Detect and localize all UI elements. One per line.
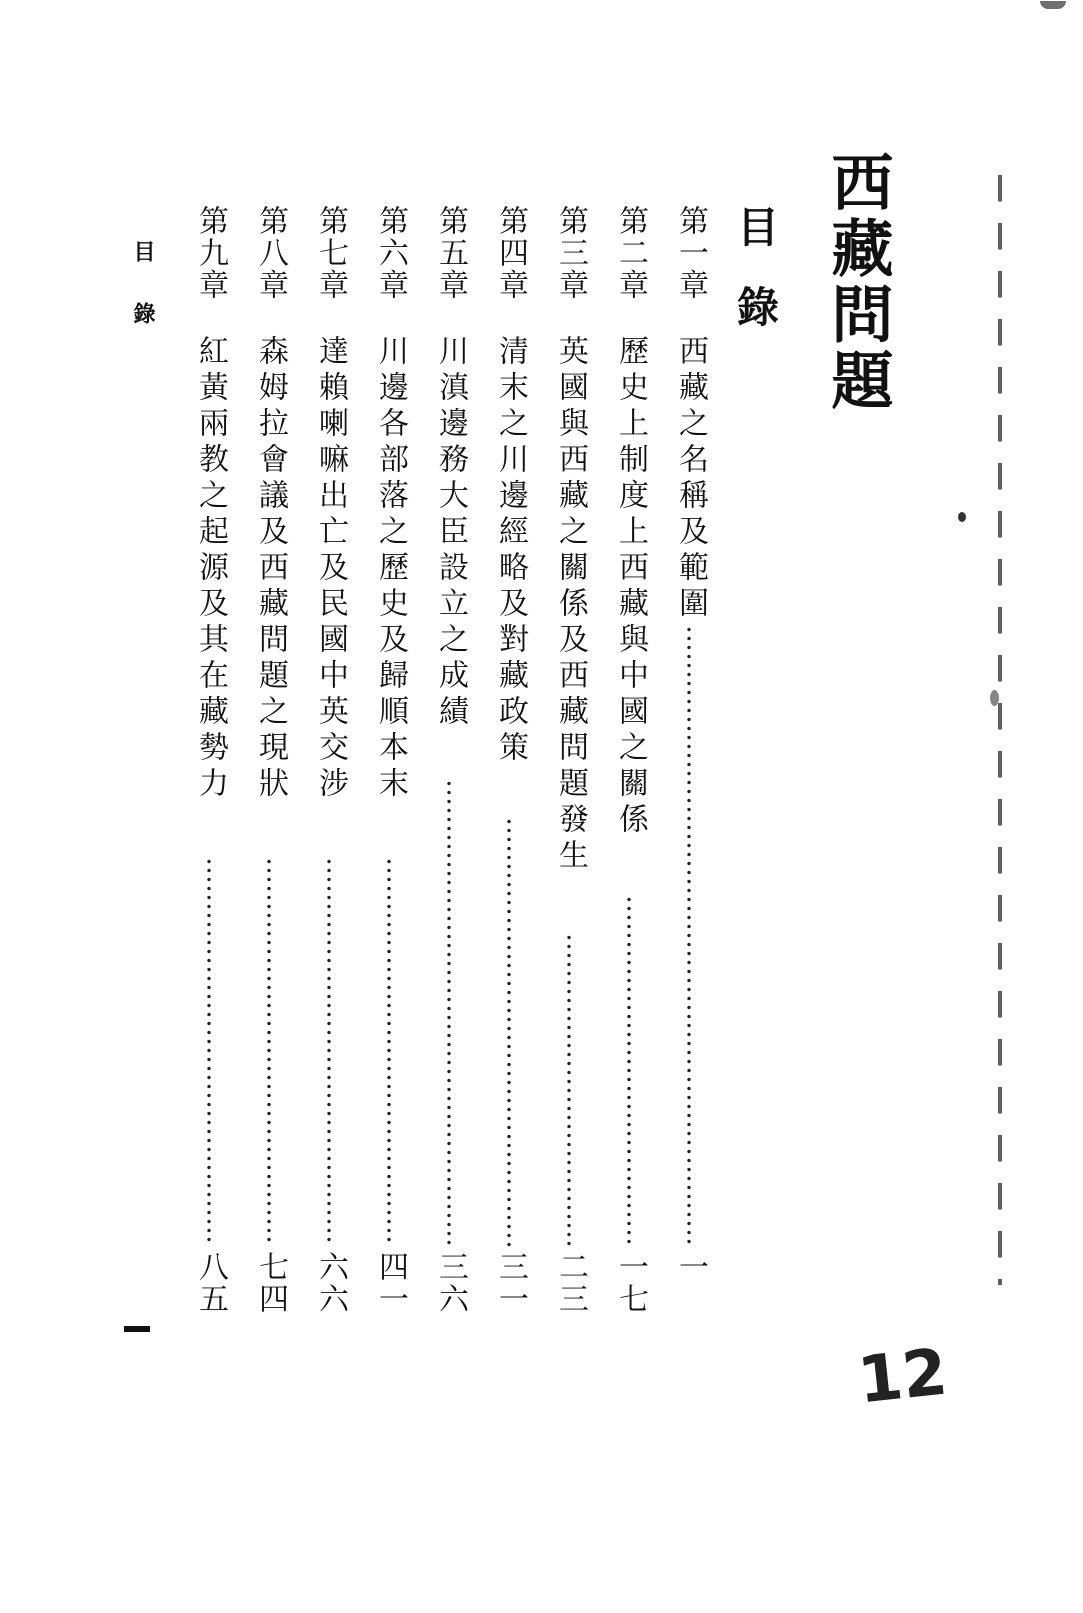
dot-leader xyxy=(566,933,572,1247)
toc-entry[interactable] xyxy=(312,205,348,1335)
dot-leader xyxy=(626,895,632,1247)
chapter-title: 歷史上制度上西藏與中國之關係 xyxy=(613,335,648,839)
toc-entry[interactable] xyxy=(672,205,708,1335)
running-head: 目錄 xyxy=(130,240,156,364)
toc-entry[interactable] xyxy=(192,205,228,1335)
dot-leader xyxy=(386,857,392,1247)
chapter-title: 川邊各部落之歷史及歸順本末 xyxy=(373,335,408,803)
page-number: 一七 xyxy=(613,1251,648,1315)
dot-leader xyxy=(326,857,332,1247)
chapter-title: 清末之川邊經略及對藏政策 xyxy=(493,335,528,767)
folio-page-number xyxy=(124,1326,150,1332)
chapter-number: 第五章 xyxy=(433,205,468,301)
page-number: 八五 xyxy=(193,1251,228,1315)
chapter-number: 第三章 xyxy=(553,205,588,301)
dot-leader xyxy=(206,857,212,1247)
chapter-title: 西藏之名稱及範圍 xyxy=(673,335,708,623)
chapter-number: 第二章 xyxy=(613,205,648,301)
book-title: 西藏問題 xyxy=(821,150,894,414)
chapter-number: 第八章 xyxy=(253,205,288,301)
page-number: 三一 xyxy=(493,1251,528,1315)
chapter-title: 森姆拉會議及西藏問題之現狀 xyxy=(253,335,288,803)
toc-heading: 目錄 xyxy=(731,205,780,365)
page-edge-shadow xyxy=(998,175,1002,1285)
page-number: 七四 xyxy=(253,1251,288,1315)
ink-speck xyxy=(1040,1,1066,9)
ink-speck xyxy=(990,690,999,706)
page-number: 四一 xyxy=(373,1251,408,1315)
page-number: 六六 xyxy=(313,1251,348,1315)
handwritten-mark: 12 xyxy=(854,1335,951,1419)
ink-speck xyxy=(958,512,966,522)
toc-entry[interactable] xyxy=(612,205,648,1335)
toc-entry[interactable] xyxy=(432,205,468,1335)
toc-entry[interactable] xyxy=(252,205,288,1335)
page-number: 一 xyxy=(673,1251,708,1283)
dot-leader xyxy=(506,817,512,1247)
dot-leader xyxy=(446,779,452,1247)
page-number: 三六 xyxy=(433,1251,468,1315)
dot-leader xyxy=(266,857,272,1247)
chapter-title: 達賴喇嘛出亡及民國中英交涉 xyxy=(313,335,348,803)
toc-entry[interactable] xyxy=(372,205,408,1335)
chapter-number: 第四章 xyxy=(493,205,528,301)
dot-leader xyxy=(686,625,692,1247)
chapter-title: 川滇邊務大臣設立之成績 xyxy=(433,335,468,731)
chapter-number: 第九章 xyxy=(193,205,228,301)
chapter-title: 紅黃兩教之起源及其在藏勢力 xyxy=(193,335,228,803)
page-number: 二三 xyxy=(553,1251,588,1315)
chapter-title: 英國與西藏之關係及西藏問題發生 xyxy=(553,335,588,875)
chapter-number: 第七章 xyxy=(313,205,348,301)
toc-entry[interactable] xyxy=(552,205,588,1335)
chapter-number: 第一章 xyxy=(673,205,708,301)
chapter-number: 第六章 xyxy=(373,205,408,301)
toc-entry[interactable] xyxy=(492,205,528,1335)
